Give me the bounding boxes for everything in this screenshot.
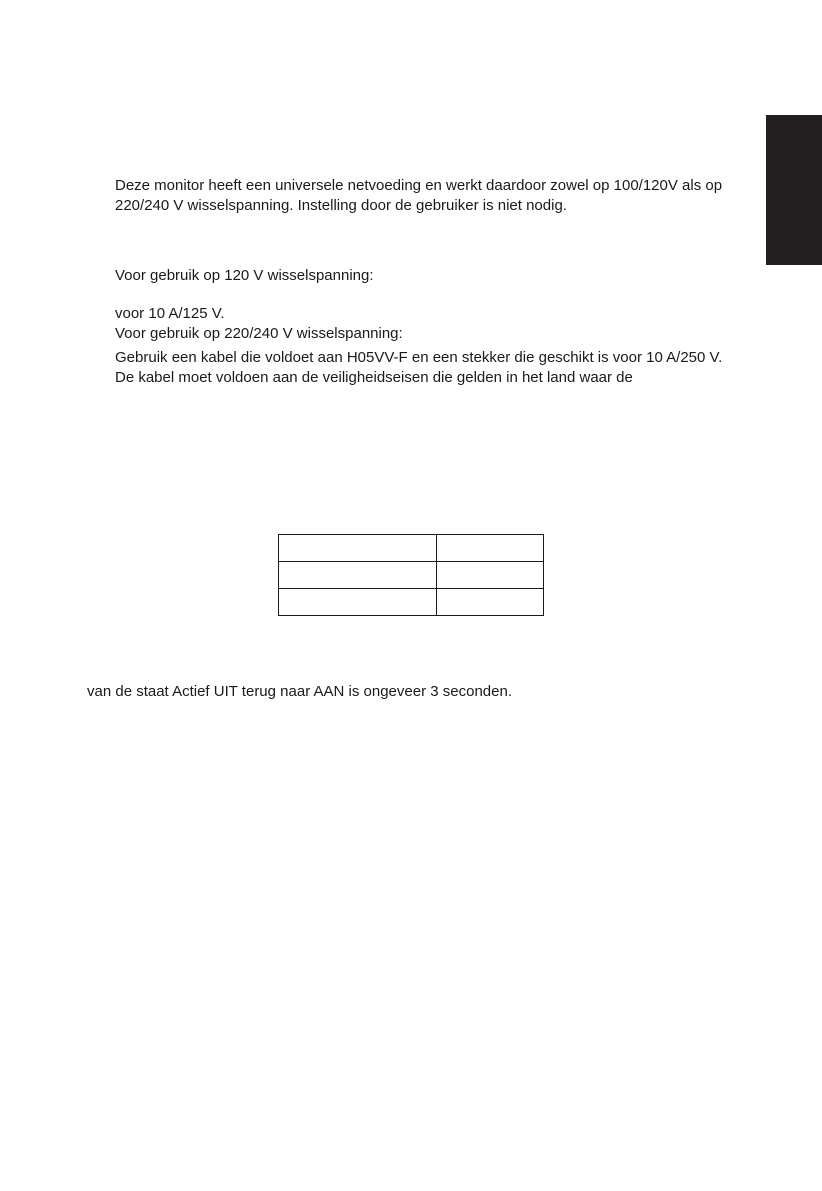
table-cell bbox=[279, 562, 437, 589]
paragraph-usage-220-240v: Voor gebruik op 220/240 V wisselspanning: bbox=[115, 325, 403, 342]
spec-table bbox=[278, 534, 544, 616]
paragraph-usage-120v: Voor gebruik op 120 V wisselspanning: bbox=[115, 267, 374, 284]
table-cell bbox=[279, 589, 437, 616]
paragraph-footer-note: van de staat Actief UIT terug naar AAN is ongeveer 3 seconden. bbox=[87, 683, 512, 700]
paragraph-cable-info: Gebruik een kabel die voldoet aan H05VV-F en een stekker die geschikt is voor 10 A/250 V. De kabel moet voldoen aan de veiligheidseisen die gelden in het land waar de bbox=[115, 349, 727, 386]
table-row bbox=[279, 562, 544, 589]
table-cell bbox=[437, 562, 544, 589]
table-cell bbox=[437, 589, 544, 616]
table-row bbox=[279, 535, 544, 562]
table-cell bbox=[437, 535, 544, 562]
paragraph-rating-125v: voor 10 A/125 V. bbox=[115, 305, 225, 322]
table-row bbox=[279, 589, 544, 616]
table-cell bbox=[279, 535, 437, 562]
paragraph-intro: Deze monitor heeft een universele netvoeding en werkt daardoor zowel op 100/120V als op 220/240 V wisselspanning. Instelling door de gebruiker is niet nodig. bbox=[115, 177, 727, 214]
section-side-tab bbox=[766, 115, 822, 265]
